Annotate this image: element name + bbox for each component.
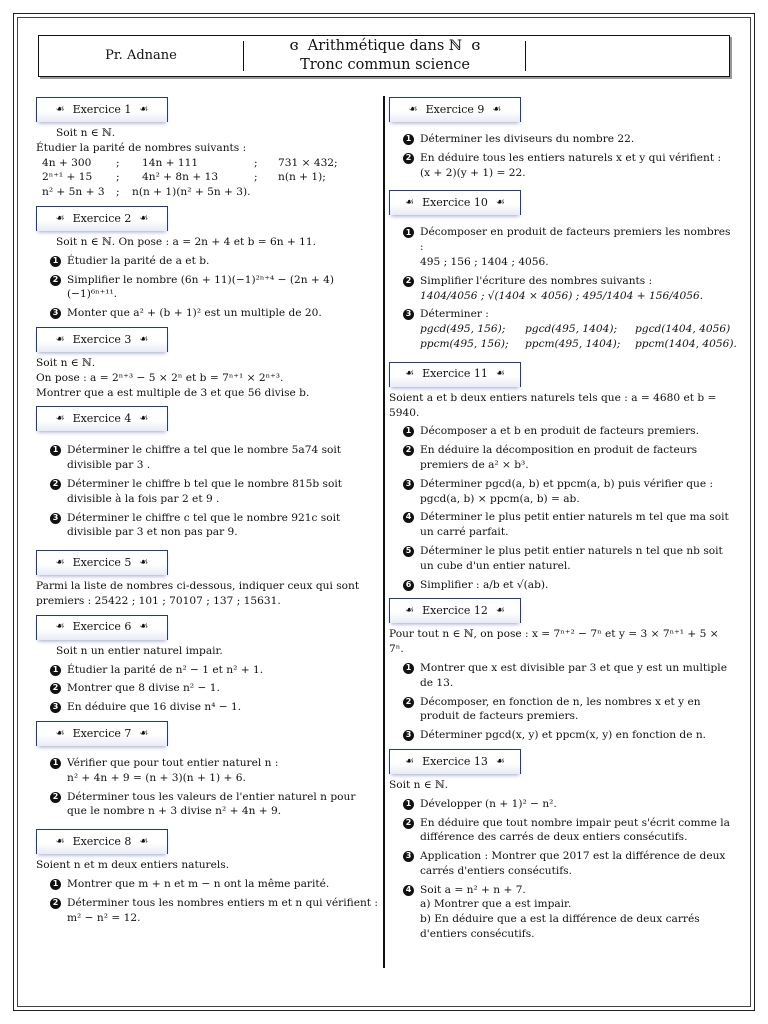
exercise-heading: ☙ Exercice 6 ☙	[36, 615, 168, 640]
exercise-heading: ☙ Exercice 8 ☙	[36, 829, 168, 854]
expression-table: 4n + 300 ; 14n + 111 ; 731 × 432; 2ⁿ⁺¹ + 15 ; 4n² + 8n + 13 ; n(n + 1); n² + 5n + 3 ; n(n + 1)(n² + 5n + 3).	[42, 156, 338, 199]
leaf-icon: ☙	[139, 621, 149, 633]
leaf-icon: ☙	[405, 368, 415, 380]
exercise-intro: Soit n un entier naturel impair.	[56, 644, 223, 657]
list-item: 1 Étudier la parité de a et b.	[36, 254, 378, 269]
exercise-heading: ☙ Exercice 5 ☙	[36, 550, 168, 575]
exercise-3	[36, 327, 378, 400]
leaf-icon: ☙	[55, 412, 65, 424]
exercise-prompt: Étudier la parité de nombres suivants :	[36, 141, 247, 154]
exercise-8	[36, 829, 378, 925]
exercise-7	[36, 721, 378, 819]
list-item: 1 Déterminer le chiffre a tel que le nombre 5a74 soit divisible par 3 .	[36, 443, 378, 473]
header-divider	[243, 41, 244, 71]
title-line-2: Tronc commun science	[300, 57, 470, 73]
list-item: 4 Déterminer le plus petit entier naturels m tel que ma soit un carré parfait.	[389, 510, 733, 540]
column-divider	[383, 96, 385, 968]
leaf-icon: ☙	[495, 196, 505, 208]
leaf-icon: ☙	[55, 333, 65, 345]
leaf-icon: ☙	[55, 556, 65, 568]
exercise-6	[36, 615, 378, 715]
list-item: 2 Simplifier le nombre (6n + 11)(−1)²ⁿ⁺⁴ − (2n + 4)(−1)⁶ⁿ⁺¹¹.	[36, 273, 378, 303]
document-title	[245, 37, 525, 75]
list-item: 2 En déduire que tout nombre impair peut s'écrit comme la différence des carrés de deux entiers consécutifs.	[389, 816, 733, 846]
exercise-12	[389, 598, 733, 743]
list-item: 6 Simplifier : a/b et √(ab).	[389, 578, 733, 593]
list-item: 2 Décomposer, en fonction de n, les nombres x et y en produit de facteurs premiers.	[389, 695, 733, 725]
list-item: 2 En déduire tous les entiers naturels x et y qui vérifient : (x + 2)(y + 1) = 22.	[389, 151, 733, 181]
right-column	[389, 97, 737, 948]
list-item: 1 Développer (n + 1)² − n².	[389, 797, 733, 812]
leaf-icon: ☙	[55, 103, 65, 115]
gcd-lcm-table: pgcd(495, 156); pgcd(495, 1404); pgcd(1404, 4056) ppcm(495, 156); ppcm(495, 1404); ppcm(1404, 4056).	[420, 323, 737, 350]
list-item: 3 Monter que a² + (b + 1)² est un multiple de 20.	[36, 306, 378, 321]
leaf-icon: ☙	[139, 333, 149, 345]
list-item: 2 Déterminer le chiffre b tel que le nombre 815b soit divisible à la fois par 2 et 9 .	[36, 477, 378, 507]
exercise-intro: Soient a et b deux entiers naturels tels que : a = 4680 et b = 5940.	[389, 391, 717, 419]
exercise-heading: ☙ Exercice 7 ☙	[36, 721, 168, 746]
list-item: 1 Déterminer les diviseurs du nombre 22.	[389, 132, 733, 147]
list-item: 2 Montrer que 8 divise n² − 1.	[36, 681, 378, 696]
exercise-5	[36, 550, 378, 609]
leaf-icon: ☙	[405, 604, 415, 616]
exercise-heading: ☙ Exercice 2 ☙	[36, 206, 168, 231]
ornament-icon: ɞ	[471, 38, 481, 54]
list-item: 2 En déduire la décomposition en produit de facteurs premiers de a² × b³.	[389, 443, 733, 473]
leaf-icon: ☙	[139, 835, 149, 847]
exercise-text: On pose : a = 2ⁿ⁺³ − 5 × 2ⁿ et b = 7ⁿ⁺¹ × 2ⁿ⁺³.	[36, 371, 284, 384]
leaf-icon: ☙	[139, 212, 149, 224]
list-item: 5 Déterminer le plus petit entier naturels n tel que nb soit un cube d'un entier naturel.	[389, 544, 733, 574]
leaf-icon: ☙	[408, 103, 418, 115]
exercise-10	[389, 190, 737, 351]
exercise-1	[36, 97, 378, 200]
left-column	[36, 97, 378, 931]
leaf-icon: ☙	[405, 755, 415, 767]
exercise-heading: ☙ Exercice 13 ☙	[389, 749, 521, 774]
list-item: 2 Déterminer tous les valeurs de l'entier naturel n pour que le nombre n + 3 divise n² + 4n + 9.	[36, 790, 378, 820]
exercise-4	[36, 406, 378, 540]
author-name: Pr. Adnane	[105, 48, 177, 63]
list-item: 3 Application : Montrer que 2017 est la différence de deux carrés d'entiers consécutifs.	[389, 849, 733, 879]
leaf-icon: ☙	[55, 621, 65, 633]
list-item: 1 Vérifier que pour tout entier naturel n : n² + 4n + 9 = (n + 3)(n + 1) + 6.	[36, 756, 378, 786]
exercise-intro: Soit n ∈ ℕ.	[389, 778, 449, 791]
header-divider	[525, 41, 526, 71]
list-item: 1 Montrer que x est divisible par 3 et que y est un multiple de 13.	[389, 661, 733, 691]
leaf-icon: ☙	[55, 835, 65, 847]
list-item: 1 Montrer que m + n et m − n ont la même parité.	[36, 877, 378, 892]
ornament-icon: ɞ	[289, 38, 299, 54]
list-item: 3 Déterminer : pgcd(495, 156); pgcd(495, 1404); pgcd(1404, 4056) ppcm(495, 156); ppcm(495, 1404); ppcm(1404, 4056).	[389, 307, 733, 351]
header-box	[38, 35, 730, 77]
leaf-icon: ☙	[492, 103, 502, 115]
leaf-icon: ☙	[55, 212, 65, 224]
list-item: 2 Déterminer tous les nombres entiers m et n qui vérifient : m² − n² = 12.	[36, 896, 378, 926]
list-item: 3 Déterminer pgcd(a, b) et ppcm(a, b) puis vérifier que : pgcd(a, b) × ppcm(a, b) = ab.	[389, 477, 733, 507]
leaf-icon: ☙	[139, 103, 149, 115]
leaf-icon: ☙	[495, 755, 505, 767]
list-item: 1 Étudier la parité de n² − 1 et n² + 1.	[36, 663, 378, 678]
list-item: 1 Décomposer a et b en produit de facteurs premiers.	[389, 424, 733, 439]
exercise-intro: Pour tout n ∈ ℕ, on pose : x = 7ⁿ⁺² − 7ⁿ et y = 3 × 7ⁿ⁺¹ + 5 × 7ⁿ.	[389, 628, 719, 656]
exercise-heading: ☙ Exercice 9 ☙	[389, 97, 521, 122]
leaf-icon: ☙	[139, 727, 149, 739]
leaf-icon: ☙	[495, 604, 505, 616]
exercise-13	[389, 749, 733, 942]
list-item: 1 Décomposer en produit de facteurs premiers les nombres : 495 ; 156 ; 1404 ; 4056.	[389, 225, 733, 269]
exercise-heading: ☙ Exercice 10 ☙	[389, 190, 521, 215]
exercise-9	[389, 97, 733, 180]
leaf-icon: ☙	[55, 727, 65, 739]
leaf-icon: ☙	[139, 556, 149, 568]
exercise-heading: ☙ Exercice 3 ☙	[36, 327, 168, 352]
exercise-2	[36, 206, 378, 321]
exercise-heading: ☙ Exercice 1 ☙	[36, 97, 168, 122]
leaf-icon: ☙	[405, 196, 415, 208]
list-item: 3 En déduire que 16 divise n⁴ − 1.	[36, 700, 378, 715]
title-line-1: Arithmétique dans ℕ	[307, 38, 463, 54]
exercise-text: Montrer que a est multiple de 3 et que 56 divise b.	[36, 386, 310, 399]
exercise-heading: ☙ Exercice 12 ☙	[389, 598, 521, 623]
list-item: 2 Simplifier l'écriture des nombres suivants : 1404/4056 ; √(1404 × 4056) ; 495/1404 + 156/4056.	[389, 274, 733, 304]
exercise-heading: ☙ Exercice 11 ☙	[389, 362, 521, 387]
exercise-intro: Soient n et m deux entiers naturels.	[36, 859, 230, 872]
exercise-11	[389, 362, 733, 593]
exercise-text: Soit n ∈ ℕ.	[36, 356, 96, 369]
exercise-intro: Soit n ∈ ℕ.	[56, 127, 116, 139]
exercise-text: Parmi la liste de nombres ci-dessous, indiquer ceux qui sont premiers : 25422 ; 101 ; 70107 ; 137 ; 15631.	[36, 580, 360, 607]
list-item: 4 Soit a = n² + n + 7. a) Montrer que a est impair. b) En déduire que a est la différence de deux carrés d'entiers consécutifs.	[389, 883, 733, 942]
exercise-intro: Soit n ∈ ℕ. On pose : a = 2n + 4 et b = 6n + 11.	[56, 235, 317, 248]
exercise-heading: ☙ Exercice 4 ☙	[36, 406, 168, 431]
list-item: 3 Déterminer le chiffre c tel que le nombre 921c soit divisible par 3 et non pas par 9.	[36, 511, 378, 541]
leaf-icon: ☙	[139, 412, 149, 424]
leaf-icon: ☙	[495, 368, 505, 380]
list-item: 3 Déterminer pgcd(x, y) et ppcm(x, y) en fonction de n.	[389, 728, 733, 743]
